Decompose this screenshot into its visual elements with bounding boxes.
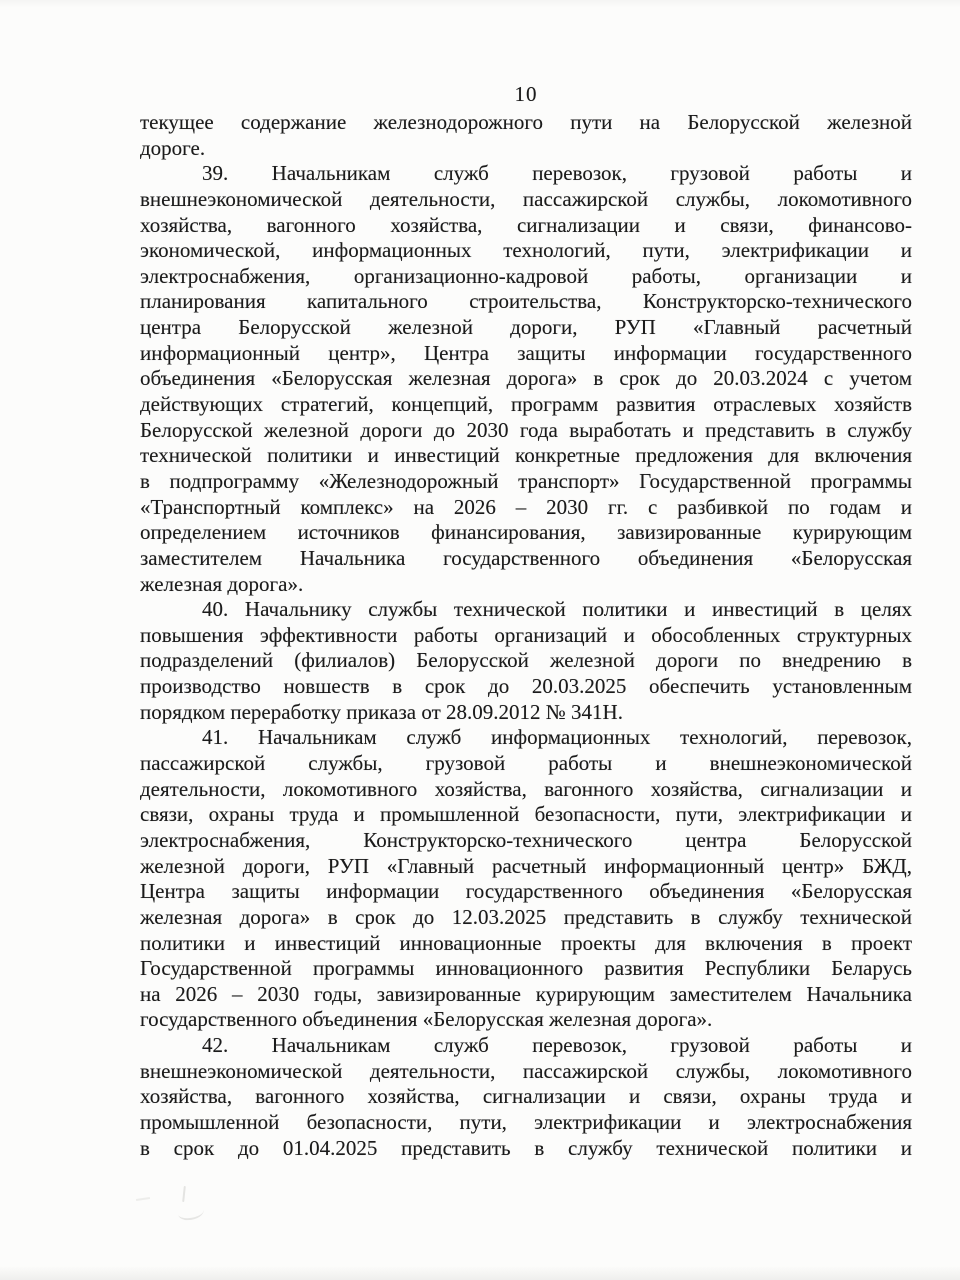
document-body xyxy=(140,110,912,1161)
text-line: Белорусской железной дороги до 2030 года выработать и представить в службу xyxy=(140,417,912,442)
text-line: планирования капитального строительства, Конструкторско-технического xyxy=(140,289,912,314)
text-line: Государственной программы инновационного развития Республики Беларусь xyxy=(140,956,912,981)
text-line: в подпрограмму «Железнодорожный транспорт» Государственной программы xyxy=(140,468,912,493)
text-line: железной дороги, РУП «Главный расчетный информационный центр» БЖД, xyxy=(140,853,912,878)
text-line: деятельности, локомотивного хозяйства, вагонного хозяйства, сигнализации и xyxy=(140,776,912,801)
paragraph xyxy=(140,110,912,161)
pencil-dash-mark xyxy=(136,1197,150,1201)
text-line: заместителем Начальника государственного объединения «Белорусская xyxy=(140,545,912,570)
text-line: 41. Начальникам служб информационных технологий, перевозок, xyxy=(202,725,912,750)
text-line: внешнеэкономической деятельности, пассажирской службы, локомотивного xyxy=(140,186,912,211)
text-line: связи, охраны труда и промышленной безопасности, пути, электрификации и xyxy=(140,802,912,827)
text-line: электроснабжения, Конструкторско-технического центра Белорусской xyxy=(140,827,912,852)
text-line: подразделений (филиалов) Белорусской железной дороги по внедрению в xyxy=(140,648,912,673)
paragraph xyxy=(140,725,912,1033)
text-line: дороге. xyxy=(140,135,206,160)
text-line: объединения «Белорусская железная дорога» в срок до 20.03.2024 с учетом xyxy=(140,366,912,391)
text-line: «Транспортный комплекс» на 2026 – 2030 гг. с разбивкой по годам и xyxy=(140,494,912,519)
pencil-squiggle-mark xyxy=(177,1203,204,1221)
text-line: электроснабжения, организационно-кадровой работы, организации и xyxy=(140,263,912,288)
text-line: политики и инвестиций инновационные проекты для включения в проект xyxy=(140,930,912,955)
text-line: внешнеэкономической деятельности, пассажирской службы, локомотивного xyxy=(140,1058,912,1083)
text-line: железная дорога». xyxy=(140,571,304,596)
text-line: в срок до 01.04.2025 представить в службу технической политики и xyxy=(140,1135,912,1160)
text-line: производство новшеств в срок до 20.03.2025 обеспечить установленным xyxy=(140,674,912,699)
paragraph xyxy=(140,161,912,597)
text-line: хозяйства, вагонного хозяйства, сигнализации и связи, охраны труда и xyxy=(140,1084,912,1109)
text-line: определением источников финансирования, завизированные курирующим xyxy=(140,520,912,545)
text-line: Центра защиты информации государственного объединения «Белорусская xyxy=(140,879,912,904)
text-line: пассажирской службы, грузовой работы и внешнеэкономической xyxy=(140,751,912,776)
text-line: государственного объединения «Белорусская железная дорога». xyxy=(140,1007,713,1032)
text-line: повышения эффективности работы организаций и обособленных структурных xyxy=(140,622,912,647)
text-line: промышленной безопасности, пути, электрификации и электроснабжения xyxy=(140,1109,912,1134)
text-line: 40. Начальнику службы технической политики и инвестиций в целях xyxy=(202,597,912,622)
text-line: порядком переработку приказа от 28.09.2012 № 341Н. xyxy=(140,699,623,724)
text-line: 39. Начальникам служб перевозок, грузовой работы и xyxy=(202,161,912,186)
page-number: 10 xyxy=(514,82,538,106)
text-line: действующих стратегий, концепций, программ развития отраслевых хозяйств xyxy=(140,392,912,417)
paragraph xyxy=(140,597,912,725)
text-line: 42. Начальникам служб перевозок, грузовой работы и xyxy=(202,1033,912,1058)
text-line: информационный центр», Центра защиты информации государственного xyxy=(140,340,912,365)
paragraph xyxy=(140,1033,912,1161)
text-line: текущее содержание железнодорожного пути на Белорусской железной xyxy=(140,110,912,134)
pencil-mark xyxy=(182,1186,186,1202)
scan-edge-shading-top xyxy=(0,0,960,8)
text-line: на 2026 – 2030 годы, завизированные курирующим заместителем Начальника xyxy=(140,981,912,1006)
text-line: центра Белорусской железной дороги, РУП «Главный расчетный xyxy=(140,315,912,340)
scan-edge-shading-bottom xyxy=(0,1266,960,1280)
text-line: технической политики и инвестиций конкретные предложения для включения xyxy=(140,443,912,468)
text-line: экономической, информационных технологий, пути, электрификации и xyxy=(140,238,912,263)
text-line: железная дорога» в срок до 12.03.2025 представить в службу технической xyxy=(140,904,912,929)
text-line: хозяйства, вагонного хозяйства, сигнализации и связи, финансово- xyxy=(140,212,912,237)
